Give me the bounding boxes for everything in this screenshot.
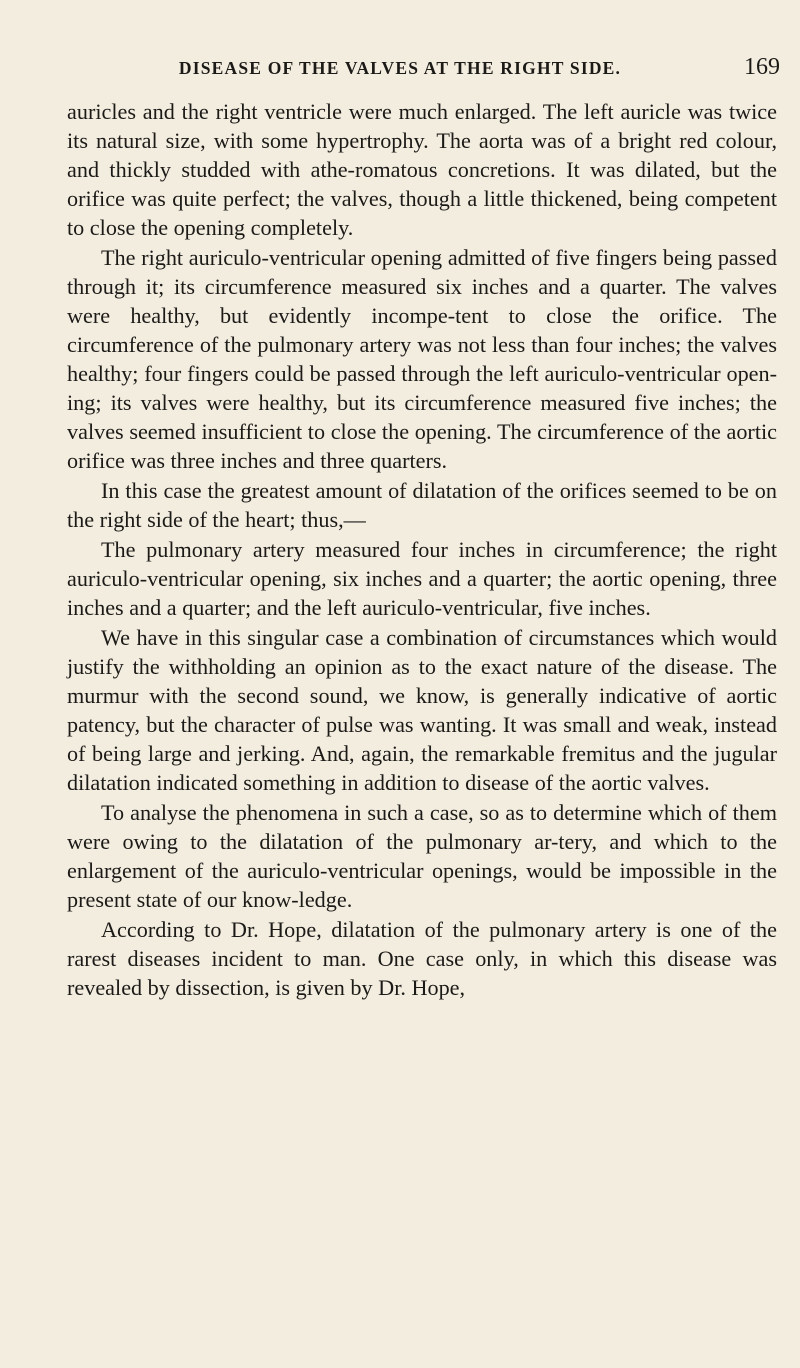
paragraph-continuation: auricles and the right ventricle were much enlarged. The left auricle was twice its natural size, with some hypertrophy. The aorta was of a bright red colour, and thickly studded with athe-romatous concretions. It was dilated, but the orifice was quite perfect; the valves, though a little thickened, being competent to close the opening completely. [67,99,777,240]
paragraph-analyse-phenomena: To analyse the phenomena in such a case, so as to determine which of them were owing to the dilatation of the pulmonary ar-tery, and which to the enlargement of the auriculo-ventricular openings, would be impossible in the present state of our know-ledge. [67,800,777,912]
page-number: 169 [744,54,780,80]
running-head: DISEASE OF THE VALVES AT THE RIGHT SIDE. [178,58,622,78]
body-text [67,97,777,1003]
page-header [100,54,780,88]
paragraph-right-auriculo-ventricular: The right auriculo-ventricular opening admitted of five fingers being passed through it; its circumference measured six inches and a quarter. The valves were healthy, but evidently incompe-tent to close the orifice. The circumference of the pulmonary artery was not less than four inches; the valves healthy; four fingers could be passed through the left auriculo-ventricular open-ing; its valves were healthy, but its circumference measured five inches; the valves seemed insufficient to close the opening. The circumference of the aortic orifice was three inches and three quarters. [67,245,777,473]
paragraph-dr-hope: According to Dr. Hope, dilatation of the pulmonary artery is one of the rarest diseases incident to man. One case only, in which this disease was revealed by dissection, is given by Dr. Hope, [67,917,777,1000]
paragraph-measurements: The pulmonary artery measured four inches in circumference; the right auriculo-ventricular opening, six inches and a quarter; the aortic opening, three inches and a quarter; and the left auriculo-ventricular, five inches. [67,537,777,620]
paragraph-greatest-dilatation: In this case the greatest amount of dilatation of the orifices seemed to be on the right side of the heart; thus,— [67,478,777,532]
paragraph-combination-of-circumstances: We have in this singular case a combination of circumstances which would justify the withholding an opinion as to the exact nature of the disease. The murmur with the second sound, we know, is generally indicative of aortic patency, but the character of pulse was wanting. It was small and weak, instead of being large and jerking. And, again, the remarkable fremitus and the jugular dilatation indicated something in addition to disease of the aortic valves. [67,625,777,795]
